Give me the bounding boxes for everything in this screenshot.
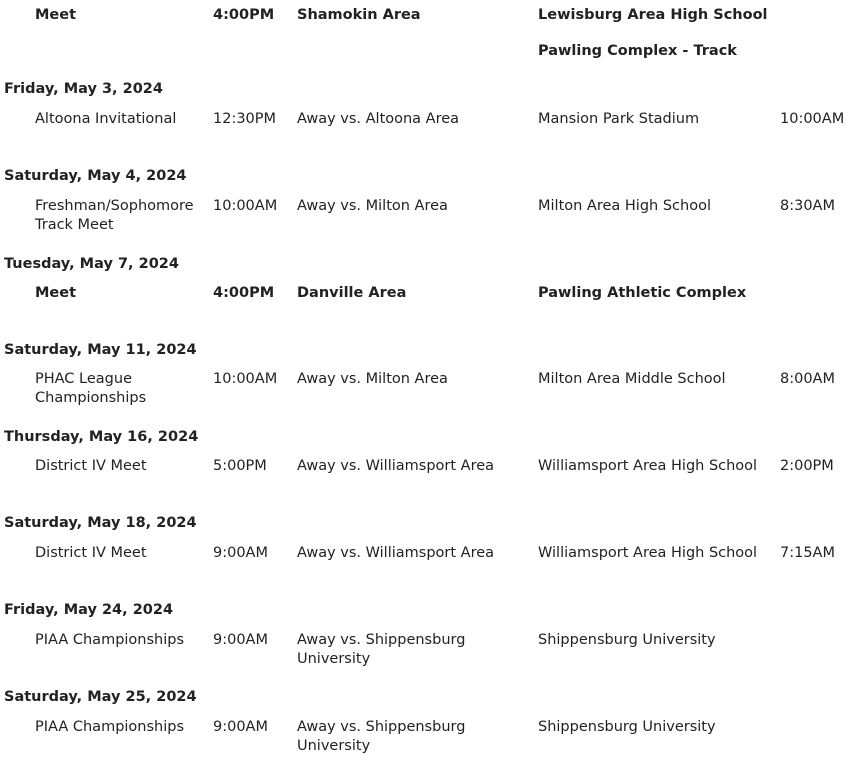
- event-location: Lewisburg Area High School: [538, 7, 768, 23]
- event-time: 5:00PM: [213, 458, 267, 474]
- event-name: Freshman/Sophomore Track Meet: [35, 198, 194, 233]
- date-heading: Saturday, May 11, 2024: [4, 342, 197, 358]
- event-time: 10:00AM: [213, 371, 278, 387]
- event-name: District IV Meet: [35, 545, 147, 561]
- event-departure: 8:00AM: [780, 371, 835, 387]
- event-location: Shippensburg University: [538, 719, 716, 735]
- event-opponent: Away vs. Altoona Area: [297, 111, 460, 127]
- date-heading: Saturday, May 18, 2024: [4, 515, 197, 531]
- event-opponent: Away vs. Milton Area: [297, 198, 448, 214]
- event-location: Milton Area Middle School: [538, 371, 726, 387]
- event-name: Altoona Invitational: [35, 111, 177, 127]
- event-location: Williamsport Area High School: [538, 545, 758, 561]
- event-location: Mansion Park Stadium: [538, 111, 700, 127]
- event-opponent: Away vs. Shippensburg University: [297, 632, 466, 667]
- event-departure: 10:00AM: [780, 111, 845, 127]
- event-departure: 2:00PM: [780, 458, 834, 474]
- event-location: Williamsport Area High School: [538, 458, 758, 474]
- event-location: Pawling Athletic Complex: [538, 285, 747, 301]
- event-opponent: Danville Area: [297, 285, 407, 301]
- event-opponent: Away vs. Williamsport Area: [297, 545, 495, 561]
- event-departure: 7:15AM: [780, 545, 835, 561]
- event-name: District IV Meet: [35, 458, 147, 474]
- event-time: 9:00AM: [213, 545, 268, 561]
- event-departure: 8:30AM: [780, 198, 835, 214]
- date-heading: Friday, May 3, 2024: [4, 81, 163, 97]
- event-name: Meet: [35, 285, 77, 301]
- date-heading: Thursday, May 16, 2024: [4, 429, 199, 445]
- event-time: 4:00PM: [213, 285, 275, 301]
- event-location-detail: Pawling Complex - Track: [538, 43, 737, 59]
- event-location: Milton Area High School: [538, 198, 711, 214]
- event-opponent: Shamokin Area: [297, 7, 421, 23]
- event-time: 9:00AM: [213, 719, 268, 735]
- event-opponent: Away vs. Milton Area: [297, 371, 448, 387]
- date-heading: Saturday, May 4, 2024: [4, 168, 187, 184]
- event-opponent: Away vs. Williamsport Area: [297, 458, 495, 474]
- date-heading: Saturday, May 25, 2024: [4, 689, 197, 705]
- event-name: PIAA Championships: [35, 719, 185, 735]
- event-name: Meet: [35, 7, 77, 23]
- date-heading: Tuesday, May 7, 2024: [4, 256, 179, 272]
- event-opponent: Away vs. Shippensburg University: [297, 719, 466, 754]
- date-heading: Friday, May 24, 2024: [4, 602, 174, 618]
- event-time: 12:30PM: [213, 111, 277, 127]
- event-name: PHAC League Championships: [35, 371, 147, 406]
- event-time: 4:00PM: [213, 7, 275, 23]
- event-time: 9:00AM: [213, 632, 268, 648]
- event-time: 10:00AM: [213, 198, 278, 214]
- event-name: PIAA Championships: [35, 632, 185, 648]
- event-location: Shippensburg University: [538, 632, 716, 648]
